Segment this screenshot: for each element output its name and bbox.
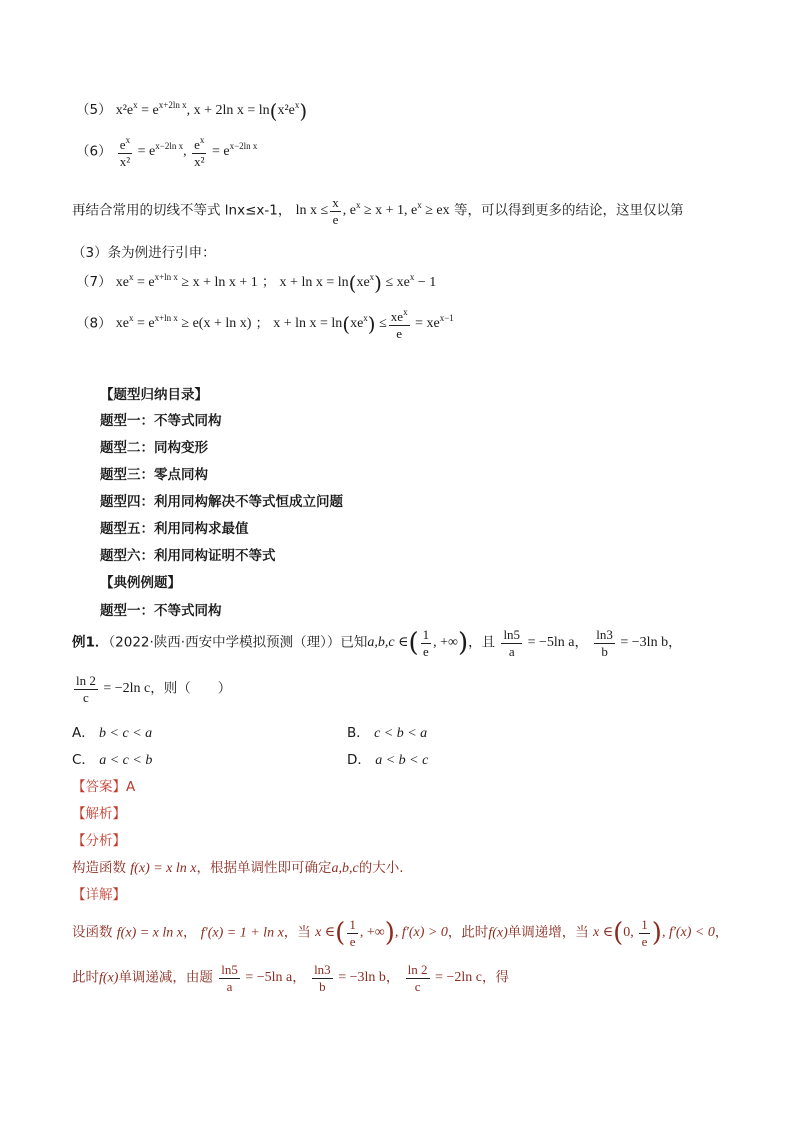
- detail-line-2: 此时f(x)单调递减，由题 $\frac{\ln 5}{a}$ = −5ln a， $\frac{\ln 3}{b}$ = −3ln b， $\frac{\ln 2}{c}$ = −2ln c，得: [72, 962, 509, 994]
- fenxi-text: 构造函数 f(x) = x ln x，根据单调性即可确定a,b,c的大小.: [72, 860, 404, 876]
- formula-text: $xe^x = e^{x+ln x} \ge e(x + \ln x)$: [115, 313, 252, 332]
- item-label: （8）: [76, 315, 112, 332]
- detail-line-1: 设函数 f(x) = x ln x， f′(x) = 1 + ln x，当 x ∈( $\frac{1}{e}$ , +∞), f′(x) > 0，此时f(x)单调递增，当 x ∈(0, $\frac{1}{e}$ ), f′(x) < 0，: [72, 917, 729, 949]
- item-label: （7）: [76, 274, 112, 290]
- answer-line: 【答案】A: [72, 779, 136, 795]
- examples-title: 【典例例题】: [100, 575, 181, 591]
- formula-line-8: （8） $xe^x = e^{x+ln x} \ge e(x + \ln x)$ ； $x + \ln x = \ln(xe^x)$ ≤ $\frac{xe^x}{e}$ = $xe^{x-1}$: [76, 307, 454, 341]
- option-a[interactable]: A． b < c < a: [72, 725, 153, 741]
- catalog-title: 【题型归纳目录】: [100, 387, 208, 403]
- formula-text: $xe^x = e^{x+ln x} \ge x + \ln x + 1$: [115, 272, 258, 290]
- example-1-statement: 例1．（2022·陕西·西安中学模拟预测（理））已知a,b,c ∈( $\frac{1}{e}$ , +∞)，且 $\frac{\ln 5}{a}$ = −5ln a， $\frac{\ln 3}{b}$ = −3ln b，: [72, 627, 682, 659]
- item-label: （5）: [76, 102, 112, 118]
- catalog-item-6: 题型六：利用同构证明不等式: [100, 548, 276, 564]
- option-c[interactable]: C． a < c < b: [72, 752, 153, 768]
- catalog-item-1: 题型一：不等式同构: [100, 413, 222, 429]
- formula-line-7: （7） $xe^x = e^{x+ln x} \ge x + \ln x + 1$ ； $x + \ln x = \ln(xe^x) \le xe^x - 1$: [76, 270, 437, 295]
- catalog-item-3: 题型三：零点同构: [100, 467, 208, 483]
- jiexi-tag: 【解析】: [72, 806, 126, 822]
- formula-line-6: [76, 136, 257, 168]
- formula-text: $\frac{e^x}{\text{x²}}$ = $e^{x-2ln x}$, $\frac{e^x}{\text{x²}}$ = $e^{x-2ln x}$: [119, 135, 258, 169]
- formula-line-5: [76, 98, 307, 121]
- catalog-item-2: 题型二：同构变形: [100, 440, 208, 456]
- option-b[interactable]: B． c < b < a: [347, 725, 428, 741]
- item-label: （6）: [76, 143, 112, 160]
- fenxi-tag: 【分析】: [72, 833, 126, 849]
- xiangjie-tag: 【详解】: [72, 887, 126, 903]
- catalog-item-5: 题型五：利用同构求最值: [100, 521, 249, 537]
- example-type-title: 题型一：不等式同构: [100, 603, 222, 619]
- paragraph-tangent-inequality: 再结合常用的切线不等式 lnx≤x-1， ln x ≤ $\frac{x}{e}$ , $e^x \ge x + 1$, $e^x$ ≥ ex 等，可以得到更多的结论，这里仅以第: [72, 195, 684, 227]
- catalog-item-4: 题型四：利用同构解决不等式恒成立问题: [100, 494, 343, 510]
- option-d[interactable]: D． a < b < c: [347, 752, 429, 768]
- example-1-statement-cont: $\frac{\ln 2}{c}$ = −2ln c，则（ ）: [76, 673, 232, 705]
- formula-text: $x^2e^x = e^{x+2ln x}$, x + 2ln $x = \ln(x^2e^x)$: [115, 98, 308, 123]
- paragraph-extension: （3）条为例进行引申：: [72, 245, 216, 261]
